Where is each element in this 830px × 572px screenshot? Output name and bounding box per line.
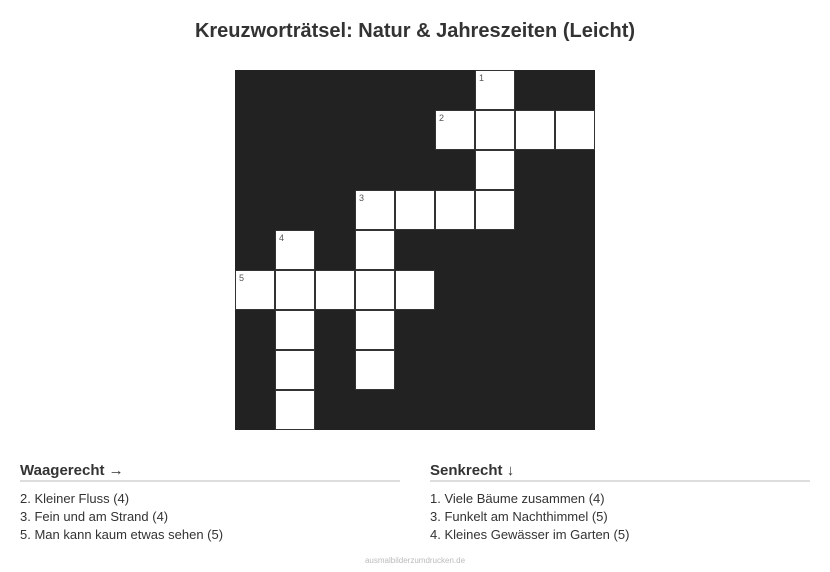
crossword-cell[interactable] <box>475 150 515 190</box>
crossword-cell[interactable] <box>355 310 395 350</box>
across-heading: Waagerecht → <box>20 462 400 482</box>
clue-number: 4 <box>279 233 285 243</box>
crossword-cell[interactable] <box>275 310 315 350</box>
down-list <box>430 490 810 544</box>
crossword-cell[interactable] <box>315 270 355 310</box>
clue-number: 3 <box>359 193 365 203</box>
crossword-cell[interactable] <box>435 110 475 150</box>
clue-item: 3. Fein und am Strand (4) <box>20 509 169 524</box>
down-heading: Senkrecht ↓ <box>430 462 810 482</box>
clue-item: 5. Man kann kaum etwas sehen (5) <box>20 527 224 542</box>
crossword-cell[interactable] <box>435 190 475 230</box>
across-list <box>20 490 400 544</box>
crossword-cell[interactable] <box>515 110 555 150</box>
crossword-cell[interactable] <box>355 270 395 310</box>
crossword-cell[interactable] <box>475 70 515 110</box>
clue-item: 4. Kleines Gewässer im Garten (5) <box>430 527 630 542</box>
clue-item: 2. Kleiner Fluss (4) <box>20 491 130 506</box>
crossword-grid <box>235 70 595 430</box>
crossword-cell[interactable] <box>275 390 315 430</box>
footer-credit: ausmalbilderzumdrucken.de <box>364 556 466 565</box>
clue-number: 2 <box>439 113 445 123</box>
crossword-cell[interactable] <box>355 230 395 270</box>
crossword-cell[interactable] <box>355 190 395 230</box>
crossword-cell[interactable] <box>275 230 315 270</box>
crossword-cell[interactable] <box>395 190 435 230</box>
crossword-cell[interactable] <box>275 270 315 310</box>
crossword-cell[interactable] <box>475 190 515 230</box>
crossword-cell[interactable] <box>555 110 595 150</box>
clue-number: 1 <box>479 73 485 83</box>
crossword-cell[interactable] <box>235 270 275 310</box>
clue-item: 1. Viele Bäume zusammen (4) <box>430 491 605 506</box>
page-title: Kreuzworträtsel: Natur & Jahreszeiten (Leicht) <box>194 20 636 42</box>
crossword-cell[interactable] <box>475 110 515 150</box>
crossword-cell[interactable] <box>355 350 395 390</box>
clue-item: 3. Funkelt am Nachthimmel (5) <box>430 509 608 524</box>
across-clues <box>20 462 400 544</box>
crossword-cell[interactable] <box>395 270 435 310</box>
clue-number: 5 <box>239 273 245 283</box>
down-clues <box>430 462 810 544</box>
crossword-cell[interactable] <box>275 350 315 390</box>
